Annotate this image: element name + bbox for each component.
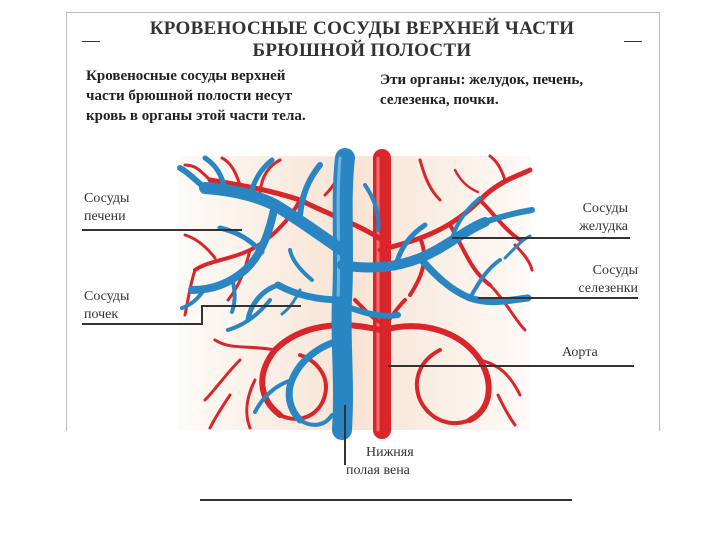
label-line: Нижняя	[366, 445, 414, 460]
intro-right-line: Эти органы: желудок, печень,	[380, 72, 584, 88]
leader-kidneys-v	[201, 305, 203, 325]
leader-bottom	[200, 499, 572, 501]
label-line: полая вена	[346, 463, 410, 478]
label-line: Сосуды	[592, 263, 638, 278]
title-line-2: БРЮШНОЙ ПОЛОСТИ	[252, 40, 472, 61]
intro-left-line: кровь в органы этой части тела.	[86, 108, 306, 124]
label-aorta: Аорта	[562, 345, 598, 360]
leader-liver	[82, 229, 242, 231]
label-line: Сосуды	[582, 201, 628, 216]
leader-aorta	[388, 365, 634, 367]
label-liver-vessels	[84, 190, 129, 226]
label-line: почек	[84, 307, 119, 322]
leader-stomach	[452, 237, 630, 239]
label-stomach-vessels	[566, 200, 628, 236]
intro-left-line: Кровеносные сосуды верхней	[86, 68, 286, 84]
label-line: селезенки	[578, 281, 638, 296]
label-spleen-vessels	[556, 262, 638, 298]
intro-left-line: части брюшной полости несут	[86, 88, 292, 104]
label-line: Сосуды	[84, 289, 130, 304]
label-line: Сосуды	[84, 191, 130, 206]
title-line-1: КРОВЕНОСНЫЕ СОСУДЫ ВЕРХНЕЙ ЧАСТИ	[149, 18, 575, 39]
intro-right-line: селезенка, почки.	[380, 92, 499, 108]
label-kidney-vessels	[84, 288, 129, 324]
label-inferior-vena-cava	[346, 444, 414, 480]
label-line: печени	[84, 209, 126, 224]
label-line: желудка	[579, 219, 628, 234]
leader-kidneys-h2	[201, 305, 301, 307]
